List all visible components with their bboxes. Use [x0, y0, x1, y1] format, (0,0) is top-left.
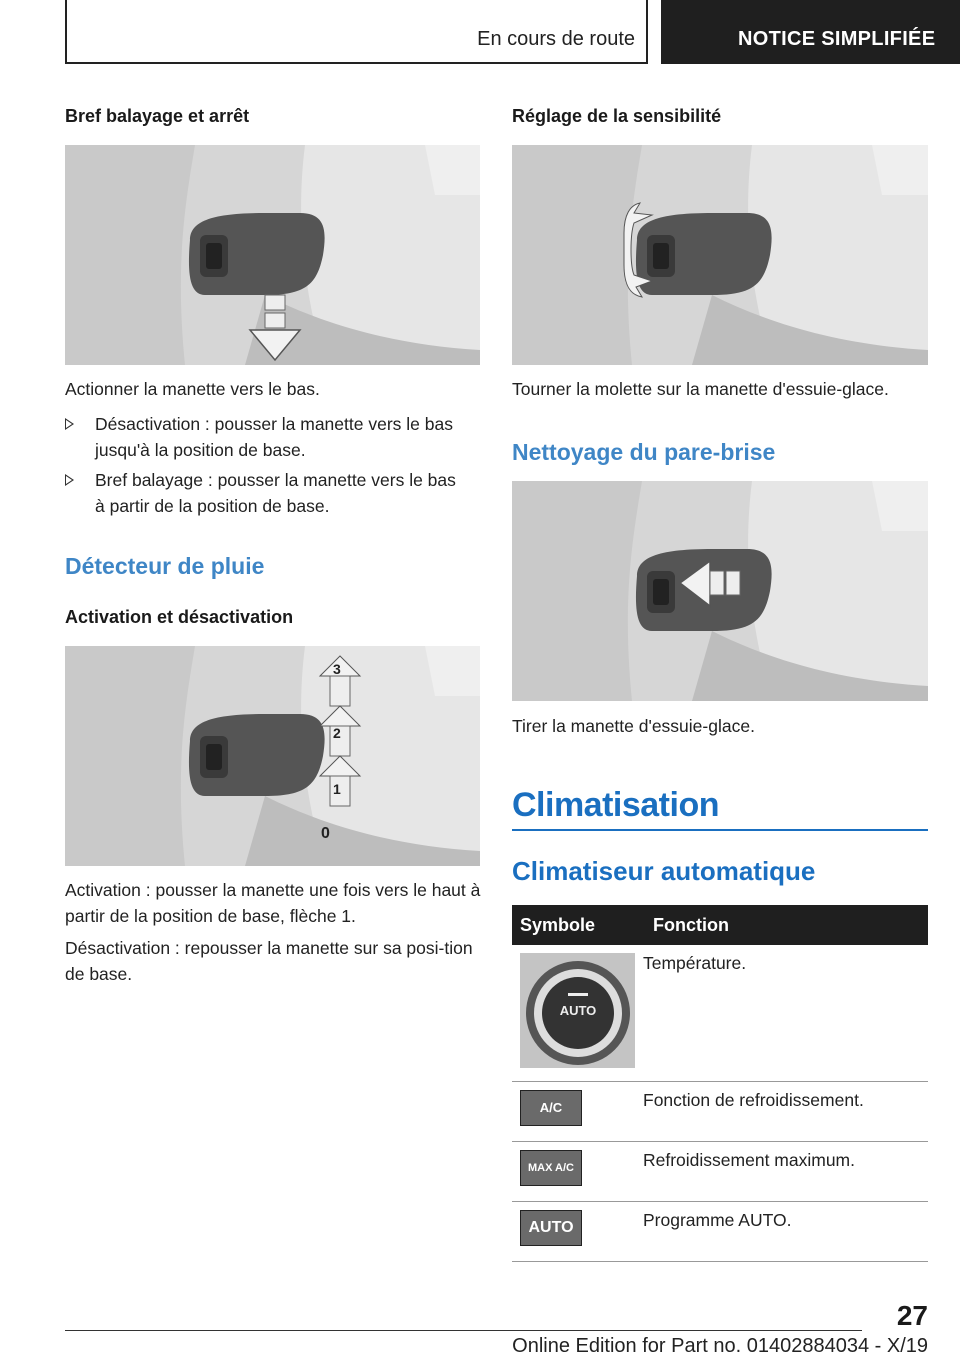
label-number: 0	[321, 825, 330, 842]
label-number: 2	[333, 725, 341, 741]
heading-detecteur-pluie: Détecteur de pluie	[65, 553, 265, 579]
heading-reglage-sensibilite: Réglage de la sensibilité	[512, 106, 722, 126]
text-desactivation: Désactivation : repousser la manette sur sa posi-tion de base.	[65, 938, 473, 984]
image-manette-bas	[65, 145, 480, 365]
heading-activation-desactivation: Activation et désactivation	[65, 607, 294, 627]
text-tirer: Tirer la manette d'essuie-glace.	[512, 716, 755, 736]
bullet-triangle-icon	[65, 474, 74, 486]
heading-nettoyage: Nettoyage du pare-brise	[512, 439, 776, 465]
header-chapter-title: NOTICE SIMPLIFIÉE	[661, 0, 960, 64]
table-row	[512, 945, 928, 1081]
page-number: 27	[896, 1300, 928, 1331]
svg-text:AUTO: AUTO	[559, 1003, 597, 1018]
heading-underline	[512, 829, 928, 831]
symbol-cell	[512, 1201, 643, 1261]
image-manette-haut	[65, 646, 480, 866]
header-section-title: En cours de route	[477, 28, 635, 50]
table-row	[512, 1081, 928, 1141]
function-cell: Température.	[643, 945, 928, 1081]
label-number: 1	[333, 781, 341, 797]
function-cell: Fonction de refroidissement.	[643, 1081, 928, 1141]
col-fonction: Fonction	[643, 905, 928, 945]
text-activation: Activation : pousser la manette une fois vers le haut à partir de la position de base, flèche 1.	[65, 880, 481, 926]
function-cell: Programme AUTO.	[643, 1201, 928, 1261]
footer-divider	[65, 1330, 862, 1331]
heading-climatisation: Climatisation	[512, 786, 719, 824]
heading-bref-balayage: Bref balayage et arrêt	[65, 106, 250, 126]
label-number: 3	[333, 661, 341, 677]
text-actionner: Actionner la manette vers le bas.	[65, 379, 320, 399]
bullet-triangle-icon	[65, 418, 74, 430]
temperature-knob-icon	[520, 953, 635, 1068]
bullet-text: Désactivation : pousser la manette vers le bas jusqu'à la position de base.	[95, 414, 453, 460]
symbol-cell	[512, 1141, 643, 1201]
auto-icon: AUTO	[520, 1210, 582, 1246]
table-row	[512, 1201, 928, 1261]
heading-climatiseur-auto: Climatiseur automatique	[512, 856, 816, 886]
text-tourner: Tourner la molette sur la manette d'essuie-glace.	[512, 379, 889, 399]
function-cell: Refroidissement maximum.	[643, 1141, 928, 1201]
bullet-text: Bref balayage : pousser la manette vers le bas à partir de la position de base.	[95, 470, 456, 516]
image-molette	[512, 145, 928, 365]
function-table	[512, 905, 928, 1262]
image-tirer-manette	[512, 481, 928, 701]
col-symbole: Symbole	[512, 905, 643, 945]
bullet-desactivation	[65, 411, 485, 463]
footer-edition: Online Edition for Part no. 01402884034 - X/19	[512, 1335, 928, 1357]
table-header-row	[512, 905, 928, 945]
table-row	[512, 1141, 928, 1201]
symbol-cell	[512, 1081, 643, 1141]
bullet-bref-balayage	[65, 467, 465, 519]
ac-icon: A/C	[520, 1090, 582, 1126]
max-ac-icon: MAX A/C	[520, 1150, 582, 1186]
symbol-cell	[512, 945, 643, 1081]
